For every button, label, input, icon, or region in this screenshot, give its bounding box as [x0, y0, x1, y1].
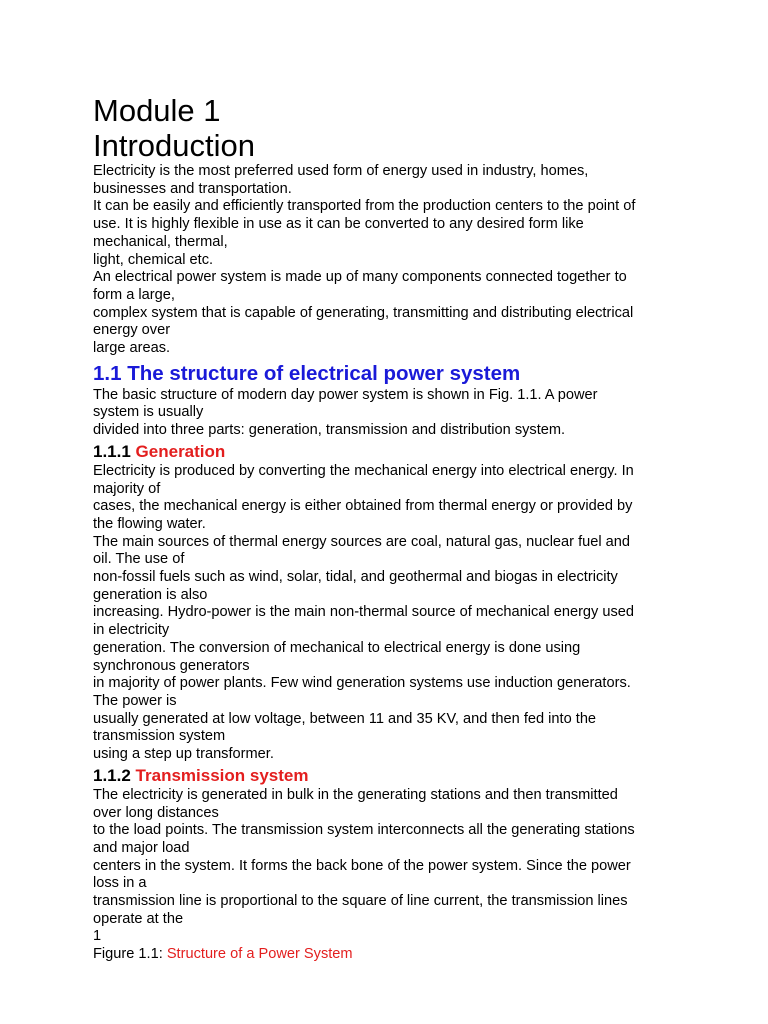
title-line-1: Module 1 [93, 93, 221, 128]
text-line: operate at the [93, 910, 184, 927]
text-line: over long distances [93, 804, 219, 821]
section-1-1-2-paragraph [93, 787, 693, 929]
section-1-1-paragraph [93, 387, 693, 440]
title-line-2: Introduction [93, 128, 255, 163]
page-number: 1 [93, 928, 102, 945]
text-line: loss in a [93, 875, 147, 892]
text-line: The power is [93, 692, 177, 709]
intro-paragraph [93, 163, 693, 358]
text-line: transmission line is proportional to the square of line current, the transmission lines [93, 893, 628, 910]
text-line: to the load points. The transmission system interconnects all the generating stations [93, 822, 635, 839]
section-heading-1-1: 1.1 The structure of electrical power system [93, 361, 521, 385]
page-title [93, 93, 693, 163]
text-line: businesses and transportation. [93, 180, 292, 197]
text-line: cases, the mechanical energy is either obtained from thermal energy or provided by [93, 498, 633, 515]
text-line: using a step up transformer. [93, 746, 274, 763]
text-line: in majority of power plants. Few wind generation systems use induction generators. [93, 675, 631, 692]
text-line: non-fossil fuels such as wind, solar, tidal, and geothermal and biogas in electricity [93, 569, 618, 586]
text-line: mechanical, thermal, [93, 233, 228, 250]
text-line: synchronous generators [93, 657, 250, 674]
section-number: 1.1.1 [93, 441, 131, 461]
text-line: An electrical power system is made up of many components connected together to [93, 269, 627, 286]
figure-caption [93, 946, 693, 964]
text-line: Electricity is the most preferred used form of energy used in industry, homes, [93, 163, 589, 179]
text-line: complex system that is capable of generating, transmitting and distributing electrical [93, 304, 634, 321]
section-1-1-1-paragraph [93, 463, 693, 764]
text-line: The basic structure of modern day power system is shown in Fig. 1.1. A power [93, 386, 598, 403]
section-heading-1-1-1 [93, 442, 693, 462]
text-line: and major load [93, 839, 190, 856]
text-line: generation. The conversion of mechanical to electrical energy is done using [93, 639, 581, 656]
figure-title: Structure of a Power System [166, 946, 353, 963]
text-line: centers in the system. It forms the back bone of the power system. Since the power [93, 857, 631, 874]
text-line: large areas. [93, 340, 171, 357]
text-line: Electricity is produced by converting the mechanical energy into electrical energy. In [93, 462, 634, 479]
text-line: generation is also [93, 586, 208, 603]
page-content [93, 93, 693, 964]
text-line: usually generated at low voltage, between 11 and 35 KV, and then fed into the [93, 710, 597, 727]
text-line: increasing. Hydro-power is the main non-thermal source of mechanical energy used [93, 604, 635, 621]
text-line: transmission system [93, 728, 226, 745]
text-line: form a large, [93, 286, 175, 303]
text-line: oil. The use of [93, 551, 185, 568]
text-line: light, chemical etc. [93, 251, 214, 268]
text-line: in electricity [93, 622, 170, 639]
text-line: energy over [93, 322, 171, 339]
section-title: Generation [135, 441, 226, 461]
text-line: the flowing water. [93, 515, 206, 532]
section-title: Transmission system [135, 765, 309, 785]
text-line: system is usually [93, 404, 204, 421]
text-line: The main sources of thermal energy sources are coal, natural gas, nuclear fuel and [93, 533, 631, 550]
text-line: use. It is highly flexible in use as it can be converted to any desired form like [93, 216, 584, 233]
text-line: divided into three parts: generation, transmission and distribution system. [93, 422, 566, 439]
section-number: 1.1.2 [93, 765, 131, 785]
text-line: It can be easily and efficiently transported from the production centers to the point of [93, 198, 636, 215]
figure-label: Figure 1.1: [93, 946, 167, 963]
text-line: The electricity is generated in bulk in the generating stations and then transmitted [93, 786, 618, 803]
text-line: majority of [93, 480, 161, 497]
section-heading-1-1-2 [93, 766, 693, 786]
